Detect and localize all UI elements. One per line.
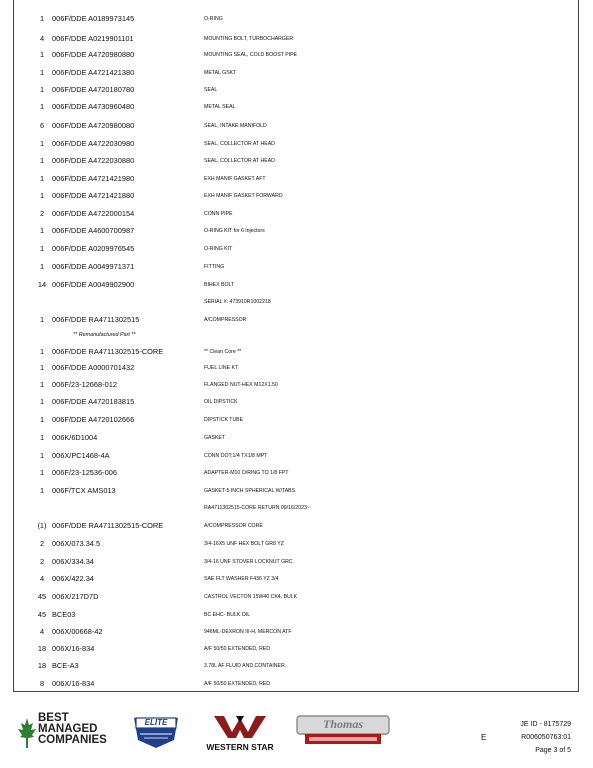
row-description: CONN DOT;1/4 TX1/8 MPT [204, 453, 268, 459]
row-description: 3/4-16 UNF STOVER LOCKNUT GRC [204, 559, 293, 565]
row-part-number: 006F/DDE A4720180780 [52, 85, 135, 94]
thomas-text: Thomas [322, 717, 363, 731]
row-part-number: 006F/DDE A4721421380 [52, 68, 135, 77]
table-row [14, 535, 578, 553]
row-quantity: 1 [39, 262, 45, 271]
row-part-number: 006F/DDE RA4711302515 [52, 315, 140, 324]
row-quantity: 6 [39, 121, 45, 130]
row-description: EXH MANIF GASKET FORWARD [204, 193, 283, 199]
table-row [14, 570, 578, 588]
table-row [14, 623, 578, 641]
row-quantity: 18 [37, 661, 47, 670]
row-description: FITTING [204, 264, 225, 270]
table-row [14, 258, 578, 276]
parts-list-frame [13, 0, 579, 692]
row-part-number: 006F/DDE A4720980880 [52, 50, 135, 59]
row-description: SAE FLT WASHER F436 YZ 3/4 [204, 576, 279, 582]
row-description: SEAL, INTAKE MANIFOLD [204, 123, 267, 129]
table-row [14, 222, 578, 240]
table-row [14, 606, 578, 624]
row-quantity: 1 [39, 415, 45, 424]
row-description: CONN PIPE [204, 211, 233, 217]
table-row [14, 205, 578, 223]
row-part-number: 006F/DDE A4722000154 [52, 209, 135, 218]
elite-badge-logo [132, 714, 180, 750]
row-description: 3/4-16X5 UNF HEX BOLT GR8 YZ [204, 541, 284, 547]
row-part-number: 006X/422.34 [52, 574, 94, 583]
row-part-number: 006F/DDE A0189973145 [52, 14, 135, 23]
row-quantity: 2 [39, 209, 45, 218]
row-part-number: 006F/DDE RA4711302515-CORE [52, 521, 164, 530]
row-description: GASKET-5 INCH SPHERICAL W/TABS [204, 488, 296, 494]
maple-leaf-icon [16, 716, 38, 750]
row-quantity: 1 [39, 451, 45, 460]
row-part-number: BCE-A3 [52, 661, 79, 670]
row-quantity: 1 [39, 486, 45, 495]
row-quantity: 1 [39, 68, 45, 77]
row-quantity: 1 [39, 468, 45, 477]
row-part-number: 006F/23-12668-012 [52, 380, 117, 389]
row-description: FLANGED NUT-HEX M12X1.50 [204, 382, 278, 388]
table-row [14, 240, 578, 258]
row-part-number: 006F/DDE A4721421880 [52, 191, 135, 200]
table-row [14, 499, 578, 517]
row-quantity: 4 [39, 34, 45, 43]
row-part-number: 006X/00668-42 [52, 627, 103, 636]
table-row [14, 10, 578, 28]
row-quantity: 4 [39, 574, 45, 583]
table-row [14, 429, 578, 447]
row-part-number: 006F/DDE A4720183815 [52, 397, 135, 406]
elite-text: ELITE [144, 718, 168, 727]
row-quantity: 1 [39, 226, 45, 235]
row-part-number: 006F/DDE A0000701432 [52, 363, 135, 372]
logo-best: BEST [38, 712, 69, 724]
row-quantity: 8 [39, 679, 45, 688]
row-description: A/F 50/50 EXTENDED, RED [204, 646, 271, 652]
western-star-emblem-icon [200, 712, 280, 740]
table-row [14, 152, 578, 170]
row-description: O-RING KIT [204, 246, 233, 252]
row-part-number: 006F/DDE A0049902900 [52, 280, 135, 289]
row-quantity: 1 [39, 156, 45, 165]
row-quantity: 2 [39, 539, 45, 548]
row-description: A/COMPRESSOR [204, 317, 247, 323]
row-part-number: 006F/DDE A4730960480 [52, 102, 135, 111]
row-description: SEAL, COLLECTOR AT HEAD [204, 141, 275, 147]
row-part-number: 006F/DDE A4721421980 [52, 174, 135, 183]
row-part-number: 006F/TCX AMS013 [52, 486, 116, 495]
row-description: ** Clean Core ** [204, 349, 242, 355]
table-row [14, 588, 578, 606]
row-part-number: 006X/16-834 [52, 679, 95, 688]
row-description: DIPSTICK TUBE [204, 417, 244, 423]
row-description: SEAL [204, 87, 218, 93]
row-part-number: 006F/DDE A0209976545 [52, 244, 135, 253]
row-quantity: 14 [37, 280, 47, 289]
page-footer [0, 700, 593, 768]
row-description: RA4711302515-CORE RETURN 09/16/2023~ [204, 505, 310, 511]
western-star-text: WESTERN STAR [206, 742, 274, 752]
row-part-number: 006F/DDE A4720102666 [52, 415, 135, 424]
table-row [14, 447, 578, 465]
table-row [14, 276, 578, 294]
table-row [14, 411, 578, 429]
row-part-number: 006K/6D1004 [52, 433, 98, 442]
row-description: SERIAL #: 473910R1002218 [204, 299, 271, 305]
row-part-number: 006F/DDE A0049971371 [52, 262, 135, 271]
row-description: METAL SEAL [204, 104, 236, 110]
row-part-number: BCE03 [52, 610, 76, 619]
row-quantity: 1 [39, 139, 45, 148]
table-row [14, 553, 578, 571]
table-row [14, 359, 578, 377]
row-description: FUEL LINE KT [204, 365, 239, 371]
row-part-number: 006F/DDE A4722030880 [52, 156, 135, 165]
row-part-number: 006X/PC1468-4A [52, 451, 110, 460]
row-quantity: 1 [39, 315, 45, 324]
row-part-number: 006X/16-834 [52, 644, 95, 653]
row-description: O-RING [204, 16, 223, 22]
row-description: METAL GSKT [204, 70, 237, 76]
table-row [14, 482, 578, 500]
best-managed-companies-logo [16, 712, 116, 756]
row-quantity: (1) [37, 521, 47, 530]
row-quantity: 1 [39, 191, 45, 200]
row-quantity: 1 [39, 433, 45, 442]
row-quantity: 1 [39, 363, 45, 372]
table-row [14, 640, 578, 658]
western-star-logo [200, 712, 280, 758]
table-row [14, 376, 578, 394]
row-quantity: 1 [39, 102, 45, 111]
row-part-number: 006F/DDE RA4711302515-CORE [52, 347, 164, 356]
row-part-number: 006X/217D7D [52, 592, 99, 601]
row-description: MOUNTING BOLT, TURBOCHARGER [204, 36, 294, 42]
table-row [14, 98, 578, 116]
document-number: R006050763:01 [521, 734, 571, 741]
row-note: ** Remanufactured Part ** [73, 332, 136, 338]
e-marker: E [481, 733, 487, 742]
row-quantity: 1 [39, 347, 45, 356]
row-quantity: 1 [39, 14, 45, 23]
row-description: MOUNTING SEAL, COLD BOOST PIPE [204, 52, 298, 58]
row-quantity: 2 [39, 557, 45, 566]
thomas-built-buses-logo [295, 714, 391, 748]
row-description: A/COMPRESSOR CORE [204, 523, 263, 529]
table-row [14, 657, 578, 675]
row-part-number: 006F/23-12536-006 [52, 468, 117, 477]
row-quantity: 1 [39, 244, 45, 253]
table-row [14, 64, 578, 82]
row-description: SEAL, COLLECTOR AT HEAD [204, 158, 275, 164]
row-description: A/F 50/50 EXTENDED, RED [204, 681, 271, 687]
row-quantity: 1 [39, 380, 45, 389]
row-part-number: 006F/DDE A4722030980 [52, 139, 135, 148]
table-row [14, 517, 578, 535]
row-description: EXH MANIF GASKET AFT [204, 176, 266, 182]
row-quantity: 45 [37, 592, 47, 601]
table-row [14, 46, 578, 64]
table-row [14, 81, 578, 99]
row-part-number: 006F/DDE A0219901101 [52, 34, 134, 43]
row-part-number: 006X/334.34 [52, 557, 94, 566]
row-quantity: 1 [39, 85, 45, 94]
row-description: O-RING KIT for 6 injectors [204, 228, 265, 234]
page-number: Page 3 of 5 [535, 747, 571, 754]
row-description: BC EHC- BULK OIL [204, 612, 251, 618]
table-row [14, 464, 578, 482]
table-row [14, 117, 578, 135]
je-id: JE ID - 8175729 [520, 721, 571, 728]
row-description: 946ML-DEXRON III-H, MERCON ATF [204, 629, 292, 635]
row-quantity: 1 [39, 50, 45, 59]
logo-companies: COMPANIES [38, 734, 107, 746]
table-row [14, 393, 578, 411]
row-quantity: 1 [39, 174, 45, 183]
row-description: 3.78L AF FLUID AND CONTAINER [204, 663, 285, 669]
row-quantity: 1 [39, 397, 45, 406]
row-description: BIHEX BOLT [204, 282, 235, 288]
table-row [14, 293, 578, 311]
row-description: ADAPTER-M10 O/RING TO 1/8 FPT [204, 470, 289, 476]
row-quantity: 4 [39, 627, 45, 636]
table-row [14, 326, 578, 344]
logo-managed: MANAGED [38, 723, 98, 735]
table-row [14, 675, 578, 693]
row-part-number: 006X/073.34.5 [52, 539, 101, 548]
table-row [14, 170, 578, 188]
row-quantity: 45 [37, 610, 47, 619]
row-description: CASTROL VECTON 15W40 CK4, BULK [204, 594, 298, 600]
row-description: OIL DIPSTICK [204, 399, 238, 405]
row-part-number: 006F/DDE A4720980080 [52, 121, 135, 130]
table-row [14, 187, 578, 205]
row-quantity: 18 [37, 644, 47, 653]
row-description: GASKET [204, 435, 226, 441]
row-part-number: 006F/DDE A4600700987 [52, 226, 135, 235]
table-row [14, 135, 578, 153]
